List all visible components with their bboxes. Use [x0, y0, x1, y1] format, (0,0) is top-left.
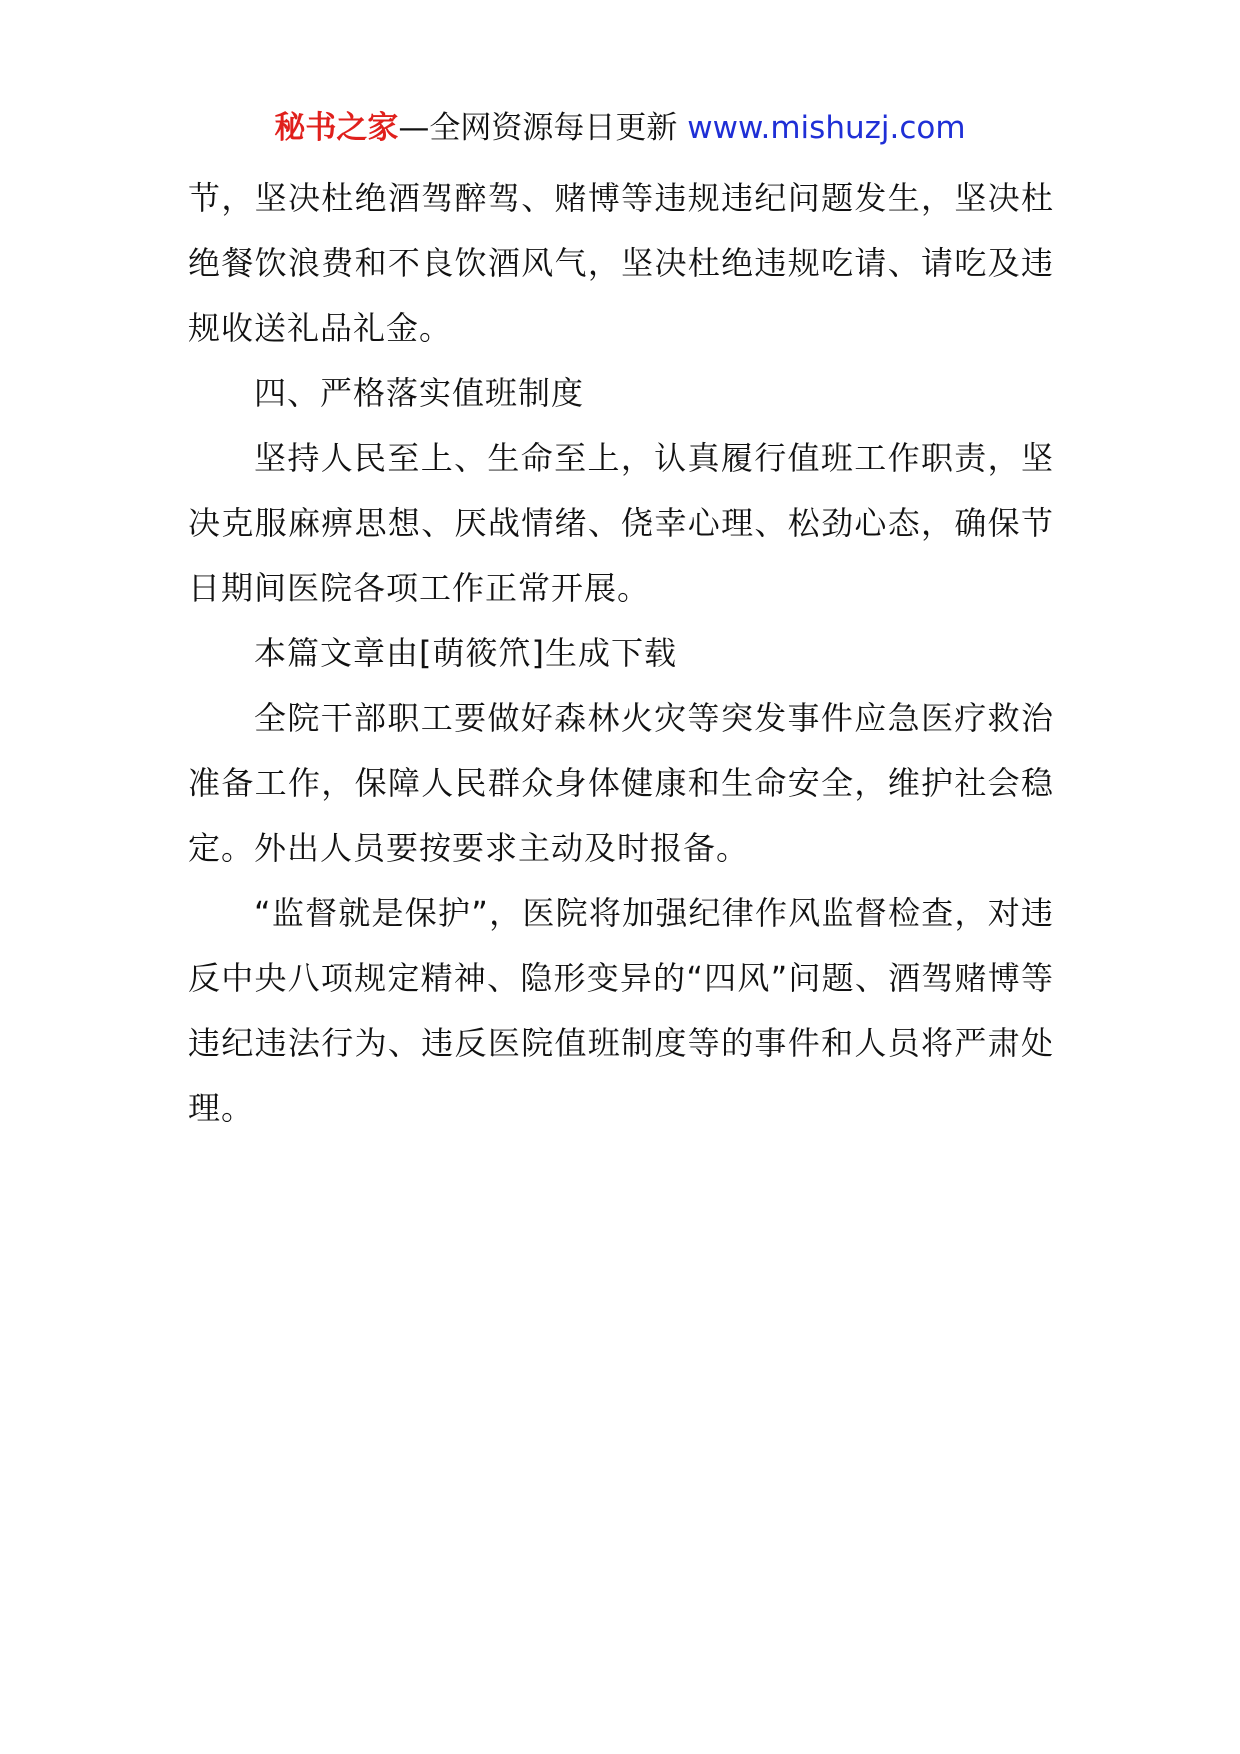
header-url-link[interactable]: www.mishuzj.com: [687, 110, 966, 146]
page-header: [0, 98, 1240, 158]
paragraph-note: 本篇文章由[萌筱笊]生成下载: [254, 634, 677, 672]
section-heading: 四、严格落实值班制度: [254, 374, 585, 412]
document-body: [188, 166, 1054, 1141]
paragraph-continuation: 节，坚决杜绝酒驾醉驾、赌博等违规违纪问题发生，坚决杜绝餐饮浪费和不良饮酒风气，坚决杜绝违规吃请、请吃及违规收送礼品礼金。: [188, 179, 1054, 347]
paragraph: 坚持人民至上、生命至上，认真履行值班工作职责，坚决克服麻痹思想、厌战情绪、侥幸心理、松劲心态，确保节日期间医院各项工作正常开展。: [188, 439, 1054, 607]
header-brand: 秘书之家: [274, 110, 399, 146]
paragraph: 全院干部职工要做好森林火灾等突发事件应急医疗救治准备工作，保障人民群众身体健康和生命安全，维护社会稳定。外出人员要按要求主动及时报备。: [188, 699, 1054, 867]
header-tagline: —全网资源每日更新: [398, 110, 678, 146]
paragraph: “监督就是保护”，医院将加强纪律作风监督检查，对违反中央八项规定精神、隐形变异的“四风”问题、酒驾赌博等违纪违法行为、违反医院值班制度等的事件和人员将严肃处理。: [188, 894, 1054, 1127]
